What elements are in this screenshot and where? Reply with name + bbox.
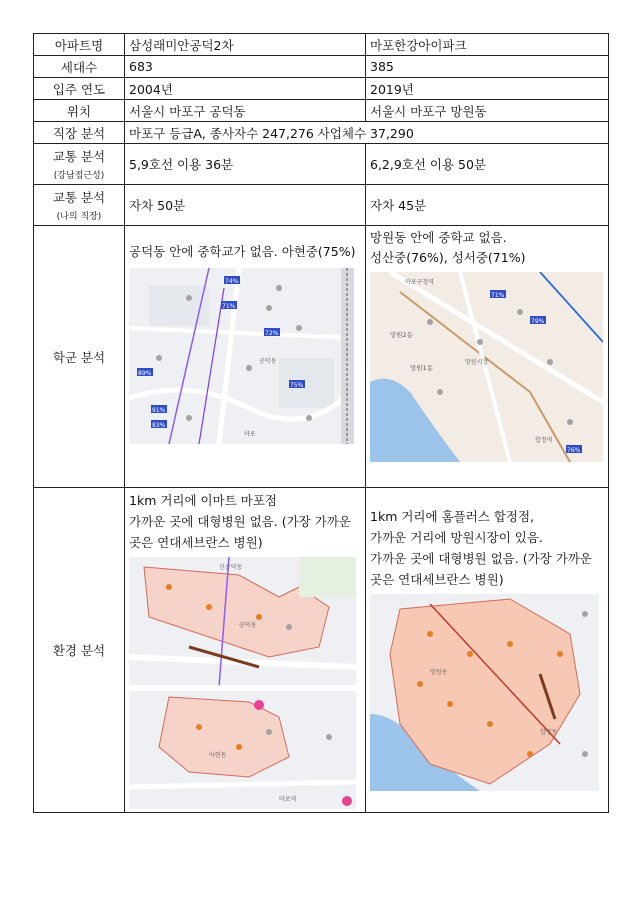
apt1-env-cell xyxy=(125,488,366,813)
header-transit-gangnam xyxy=(34,144,125,185)
apt1-school-map-image xyxy=(129,268,354,444)
apt1-school-map-label-2: 72% xyxy=(265,330,279,337)
apt1-school-map-label-4: 75% xyxy=(290,382,304,389)
apt1-school-map-label-0: 74% xyxy=(225,278,239,285)
apt1-env-map-label-3: 마포역 xyxy=(279,796,297,803)
apt2-env-text-3: 가까운 곳에 대형병원 없음. (가장 가까운 곳은 연대세브란스 병원) xyxy=(370,551,592,587)
apt1-school-map-label-8: 마포 xyxy=(244,431,256,438)
apt2-env-map-label-0: 망원동 xyxy=(430,669,448,676)
apt2-school-map-label-2: 망원1동 xyxy=(410,364,433,372)
apt1-school-map xyxy=(129,268,361,444)
header-job: 직장 분석 xyxy=(34,122,125,144)
apt2-name: 마포한강아이파크 xyxy=(366,34,609,56)
apt2-school-map-label-3: 망원시장 xyxy=(465,359,489,366)
apt1-school-map-label-1: 71% xyxy=(222,303,236,310)
job-analysis: 마포구 등급A, 종사자수 247,276 사업체수 37,290 xyxy=(125,122,609,144)
header-location: 위치 xyxy=(34,100,125,122)
header-units: 세대수 xyxy=(34,56,125,78)
header-env: 환경 분석 xyxy=(34,488,125,813)
apt1-location: 서울시 마포구 공덕동 xyxy=(125,100,366,122)
apt1-school-map-label-6: 83% xyxy=(152,422,166,429)
apt2-school-map-image xyxy=(370,272,603,462)
apt2-env-map-label-1: 합정동 xyxy=(540,729,558,736)
apt1-transit-gangnam: 5,9호선 이용 36분 xyxy=(125,144,366,185)
apt2-school-text-2: 성산중(76%), 성서중(71%) xyxy=(370,250,526,265)
comparison-table xyxy=(33,33,609,813)
header-school: 학군 분석 xyxy=(34,226,125,488)
header-apartment-name: 아파트명 xyxy=(34,34,125,56)
apt1-env-text-1: 1km 거리에 이마트 마포점 xyxy=(129,493,277,508)
apt1-env-map-label-2: 아현동 xyxy=(209,752,227,759)
apt1-school-text: 공덕동 안에 중학교가 없음. 아현중(75%) xyxy=(129,244,356,259)
apt2-school-map-label-1: 망원2동 xyxy=(390,331,413,339)
apt2-units: 385 xyxy=(366,56,609,78)
header-transit-gangnam-sub: (강남접근성) xyxy=(53,171,105,181)
header-transit-work xyxy=(34,185,125,226)
apt2-school-map-label-7: 76% xyxy=(567,447,581,454)
apt2-env-text-1: 1km 거리에 홈플러스 합정점, xyxy=(370,509,535,524)
apt1-units: 683 xyxy=(125,56,366,78)
apt2-school-map-label-6: 79% xyxy=(531,318,545,325)
apt2-school-map xyxy=(370,272,604,462)
apt2-school-map-label-4: 합정역 xyxy=(535,437,553,444)
apt1-env-map-label-1: 공덕동 xyxy=(239,622,257,629)
apt2-env-map-image xyxy=(370,594,599,791)
apt2-school-text-1: 망원동 안에 중학교 없음. xyxy=(370,230,507,245)
apt2-location: 서울시 마포구 망원동 xyxy=(366,100,609,122)
apt1-env-text-2: 가까운 곳에 대형병원 없음. (가장 가까운 곳은 연대세브란스 병원) xyxy=(129,514,351,550)
apt2-transit-work: 자차 45분 xyxy=(366,185,609,226)
apt2-env-map xyxy=(370,594,604,791)
apt1-year: 2004년 xyxy=(125,78,366,100)
apt1-school-cell xyxy=(125,226,366,488)
apt1-env-map xyxy=(129,557,361,809)
header-year: 입주 연도 xyxy=(34,78,125,100)
apt1-school-map-label-5: 91% xyxy=(152,407,166,414)
header-transit-work-label: 교통 분석 xyxy=(52,190,106,205)
apt2-transit-gangnam: 6,2,9호선 이용 50분 xyxy=(366,144,609,185)
apt1-env-map-image xyxy=(129,557,356,809)
apt1-env-map-label-0: 신공덕동 xyxy=(219,564,243,571)
apt2-env-text-2: 가까운 거리에 망원시장이 있음. xyxy=(370,530,543,545)
apt2-school-map-label-5: 71% xyxy=(491,292,505,299)
header-transit-gangnam-label: 교통 분석 xyxy=(52,149,106,164)
apt1-name: 삼성래미안공덕2차 xyxy=(125,34,366,56)
apt1-transit-work: 자차 50분 xyxy=(125,185,366,226)
apt1-school-map-label-7: 공덕동 xyxy=(259,358,277,365)
apt2-env-cell xyxy=(366,488,609,813)
apt2-school-cell xyxy=(366,226,609,488)
apt1-school-map-label-3: 89% xyxy=(138,370,152,377)
apt2-year: 2019년 xyxy=(366,78,609,100)
apt2-school-map-label-0: 마포구청역 xyxy=(405,279,434,286)
header-transit-work-sub: (나의 직장) xyxy=(56,212,102,222)
